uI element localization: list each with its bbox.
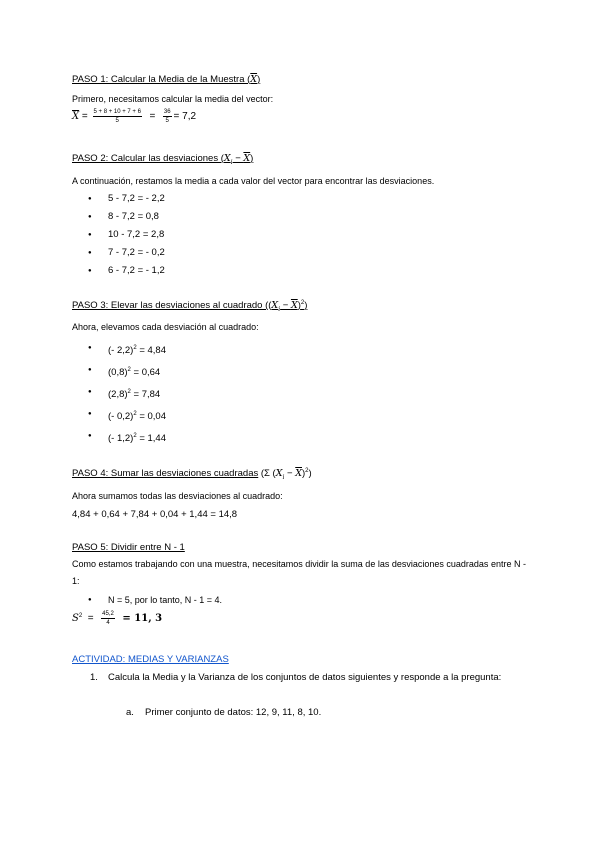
step5-equation <box>72 610 162 627</box>
activity-title: ACTIVIDAD: MEDIAS Y VARIANZAS <box>72 654 229 665</box>
item-result: = 0,64 <box>130 367 161 379</box>
step3-sub-i: i <box>278 306 281 314</box>
list-item <box>72 425 166 447</box>
item-base: (- 1,2) <box>108 433 134 445</box>
item-result: = 4,84 <box>136 345 167 357</box>
step2-heading-close: ) <box>250 153 254 164</box>
step2-deviation-list <box>72 190 165 280</box>
step2-heading-text: PASO 2: Calcular las desviaciones ( <box>72 153 224 164</box>
item-exp: 2 <box>133 345 137 351</box>
activity-item1-text: Calcula la Media y la Varianza de los conjuntos de datos siguientes y responde a la pregunta: <box>108 672 502 683</box>
list-item: ● 6 - 7,2 = - 1,2 <box>72 262 165 280</box>
step1-frac-den: 5 <box>115 118 119 124</box>
step3-heading-text: PASO 3: Elevar las desviaciones al cuadrado (( <box>72 300 272 312</box>
step1-heading-close: ) <box>257 74 261 85</box>
step5-eq-lhs: S <box>72 613 79 625</box>
step1-fraction2 <box>163 108 172 125</box>
step5-eq-sup: 2 <box>78 612 83 619</box>
list-item: ● 10 - 7,2 = 2,8 <box>72 226 165 244</box>
step1-frac-num: 5 + 8 + 10 + 7 + 6 <box>93 109 141 115</box>
item-base: (0,8) <box>108 367 128 379</box>
step5-frac-den: 4 <box>106 620 110 626</box>
list-item: ● 7 - 7,2 = - 0,2 <box>72 244 165 262</box>
step4-heading-text: PASO 4: Sumar las desviaciones cuadradas <box>72 468 259 480</box>
activity-item1-number: 1. <box>90 672 98 683</box>
step1-eq-lhs: $\overline{X}$ <box>72 111 80 123</box>
list-item <box>72 403 166 425</box>
step3-close-paren: ) <box>297 300 301 312</box>
list-item <box>72 337 166 359</box>
step4-sum: 4,84 + 0,64 + 7,84 + 0,04 + 1,44 = 14,8 <box>72 509 238 520</box>
step5-eq-sign: = <box>87 613 94 625</box>
step3-square: 2 <box>300 300 305 306</box>
list-item: ● N = 5, por lo tanto, N - 1 = 4. <box>72 591 222 609</box>
step1-mean-symbol: X <box>250 74 258 85</box>
item-result: = 0,04 <box>136 411 167 423</box>
step5-frac-num: 45,2 <box>102 611 114 617</box>
item-base: (- 0,2) <box>108 411 134 423</box>
list-item: ● 5 - 7,2 = - 2,2 <box>72 190 165 208</box>
step1-heading <box>72 74 260 85</box>
item-exp: 2 <box>133 411 137 417</box>
step2-sub-i: i <box>230 158 233 166</box>
item-result: = 1,44 <box>136 433 167 445</box>
step3-heading <box>72 300 307 313</box>
item-exp: 2 <box>133 433 137 439</box>
list-item <box>72 381 166 403</box>
step5-heading: PASO 5: Dividir entre N - 1 <box>72 542 185 553</box>
step1-fraction <box>93 108 142 125</box>
step4-square: 2 <box>305 468 309 474</box>
step3-mean-symbol: X <box>290 300 298 312</box>
step4-close-paren: ) <box>302 468 306 480</box>
list-item: ● 8 - 7,2 = 0,8 <box>72 208 165 226</box>
step1-eq-result: = 7,2 <box>173 111 197 123</box>
step4-sub-i: i <box>282 474 285 482</box>
step5-eq-result: = 11, 3 <box>122 613 163 625</box>
step5-intro: Como estamos trabajando con una muestra, necesitamos dividir la suma de las desviaciones cuadradas entre N - 1: <box>72 559 526 586</box>
step3-squared-list <box>72 337 166 447</box>
step5-list <box>72 591 222 609</box>
step1-frac2-den: 5 <box>165 118 169 124</box>
step2-heading <box>72 153 253 166</box>
item-base: (- 2,2) <box>108 345 134 357</box>
step1-intro: Primero, necesitamos calcular la media del vector: <box>72 94 274 104</box>
step5-fraction <box>101 610 115 627</box>
step3-heading-close: ) <box>304 300 308 312</box>
step1-frac2-num: 36 <box>163 109 171 115</box>
step2-mean-symbol: X <box>243 153 251 164</box>
item-result: = 7,84 <box>130 389 161 401</box>
step4-mean-symbol: $\overline{X}$ <box>295 468 302 480</box>
list-item <box>72 359 166 381</box>
item-exp: 2 <box>127 389 131 395</box>
step4-intro: Ahora sumamos todas las desviaciones al cuadrado: <box>72 491 283 501</box>
step2-minus: − <box>232 153 244 164</box>
step3-x-symbol: X <box>271 300 279 312</box>
step4-x-symbol: X <box>275 468 283 480</box>
step2-x-symbol: X <box>223 153 231 164</box>
step1-equation: $\overline{X}$ = $\frac{5 + 8 + 10 + 7 + 6}{5}$ = $\frac{36}{5}$ = 7,2 <box>72 109 197 124</box>
step4-minus: − <box>284 468 296 480</box>
step2-intro: A continuación, restamos la media a cada valor del vector para encontrar las desviaciones. <box>72 176 435 186</box>
step1-heading-text: PASO 1: Calcular la Media de la Muestra ( <box>72 74 251 85</box>
item-base: (2,8) <box>108 389 128 401</box>
activity-sub-a-text: Primer conjunto de datos: 12, 9, 11, 8, 10. <box>145 707 322 718</box>
step4-formula-open: (Σ ( <box>258 468 276 480</box>
step3-intro: Ahora, elevamos cada desviación al cuadrado: <box>72 322 259 332</box>
item-exp: 2 <box>127 367 131 373</box>
step4-heading-close: ) <box>308 468 312 480</box>
activity-sub-a-label: a. <box>126 707 134 718</box>
step4-heading <box>72 468 312 481</box>
step3-minus: − <box>280 300 291 312</box>
